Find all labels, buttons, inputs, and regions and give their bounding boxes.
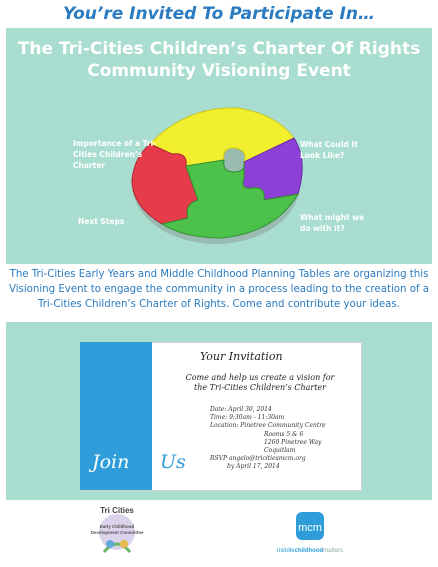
event-title-line1: The Tri-Cities Children’s Charter Of Rights — [17, 39, 421, 59]
invitation-details — [210, 406, 350, 472]
rsvp-email[interactable]: RSVP angelo@tricitiesmcm.org — [210, 455, 306, 463]
event-street: 1260 Pinetree Way — [264, 438, 322, 446]
event-city: Coquitlam — [264, 447, 296, 455]
logo-left-sub2: Development Committee — [90, 530, 144, 535]
logo-right-text-b: childhood — [294, 548, 324, 554]
svg-text:middlechildhoodmatters — [277, 548, 343, 554]
invitation-heading: Your Invitation — [200, 350, 283, 363]
join-text: Join — [92, 451, 130, 473]
label-next-steps: Next Steps — [78, 217, 125, 226]
event-location: Location: Pinetree Community Centre — [210, 422, 326, 430]
label-importance: Importance of a Tri- Cities Children’s Charter — [73, 139, 157, 170]
event-title-line2: Community Visioning Event — [87, 61, 351, 81]
invitation-tagline: Come and help us create a vision for the Tri-Cities Children’s Charter — [185, 373, 335, 392]
logo-left-sub1: Early Childhood — [99, 524, 135, 529]
event-description: The Tri-Cities Early Years and Middle Childhood Planning Tables are organizing this Visioning Event to engage the community in a process leading to the creation of a Tri-Cities Children’s Charter of Rights. Come and contribute your ideas. — [8, 269, 430, 310]
event-time: Time: 9:30am - 11:30am — [210, 414, 285, 422]
logo-right-mark: mcm — [298, 522, 322, 534]
event-date: Date: April 30, 2014 — [210, 406, 272, 413]
puzzle-graphic — [126, 100, 306, 250]
logo-right-text-a: middle — [276, 548, 295, 554]
us-text: Us — [160, 451, 186, 473]
middle-childhood-matters-logo — [276, 508, 344, 564]
event-title — [6, 38, 432, 82]
label-what-might: What might we do with it? — [300, 213, 365, 233]
logo-right-text-c: matters — [323, 548, 344, 554]
invite-headline: You’re Invited To Participate In… — [62, 4, 375, 24]
rsvp-deadline: by April 17, 2014 — [227, 463, 280, 471]
event-rooms: Rooms 5 & 6 — [264, 430, 304, 438]
label-what-could: What Could It Look Like? — [300, 140, 358, 160]
tri-cities-ecdc-logo — [86, 504, 148, 562]
logo-left-title: Tri Cities — [100, 506, 134, 515]
